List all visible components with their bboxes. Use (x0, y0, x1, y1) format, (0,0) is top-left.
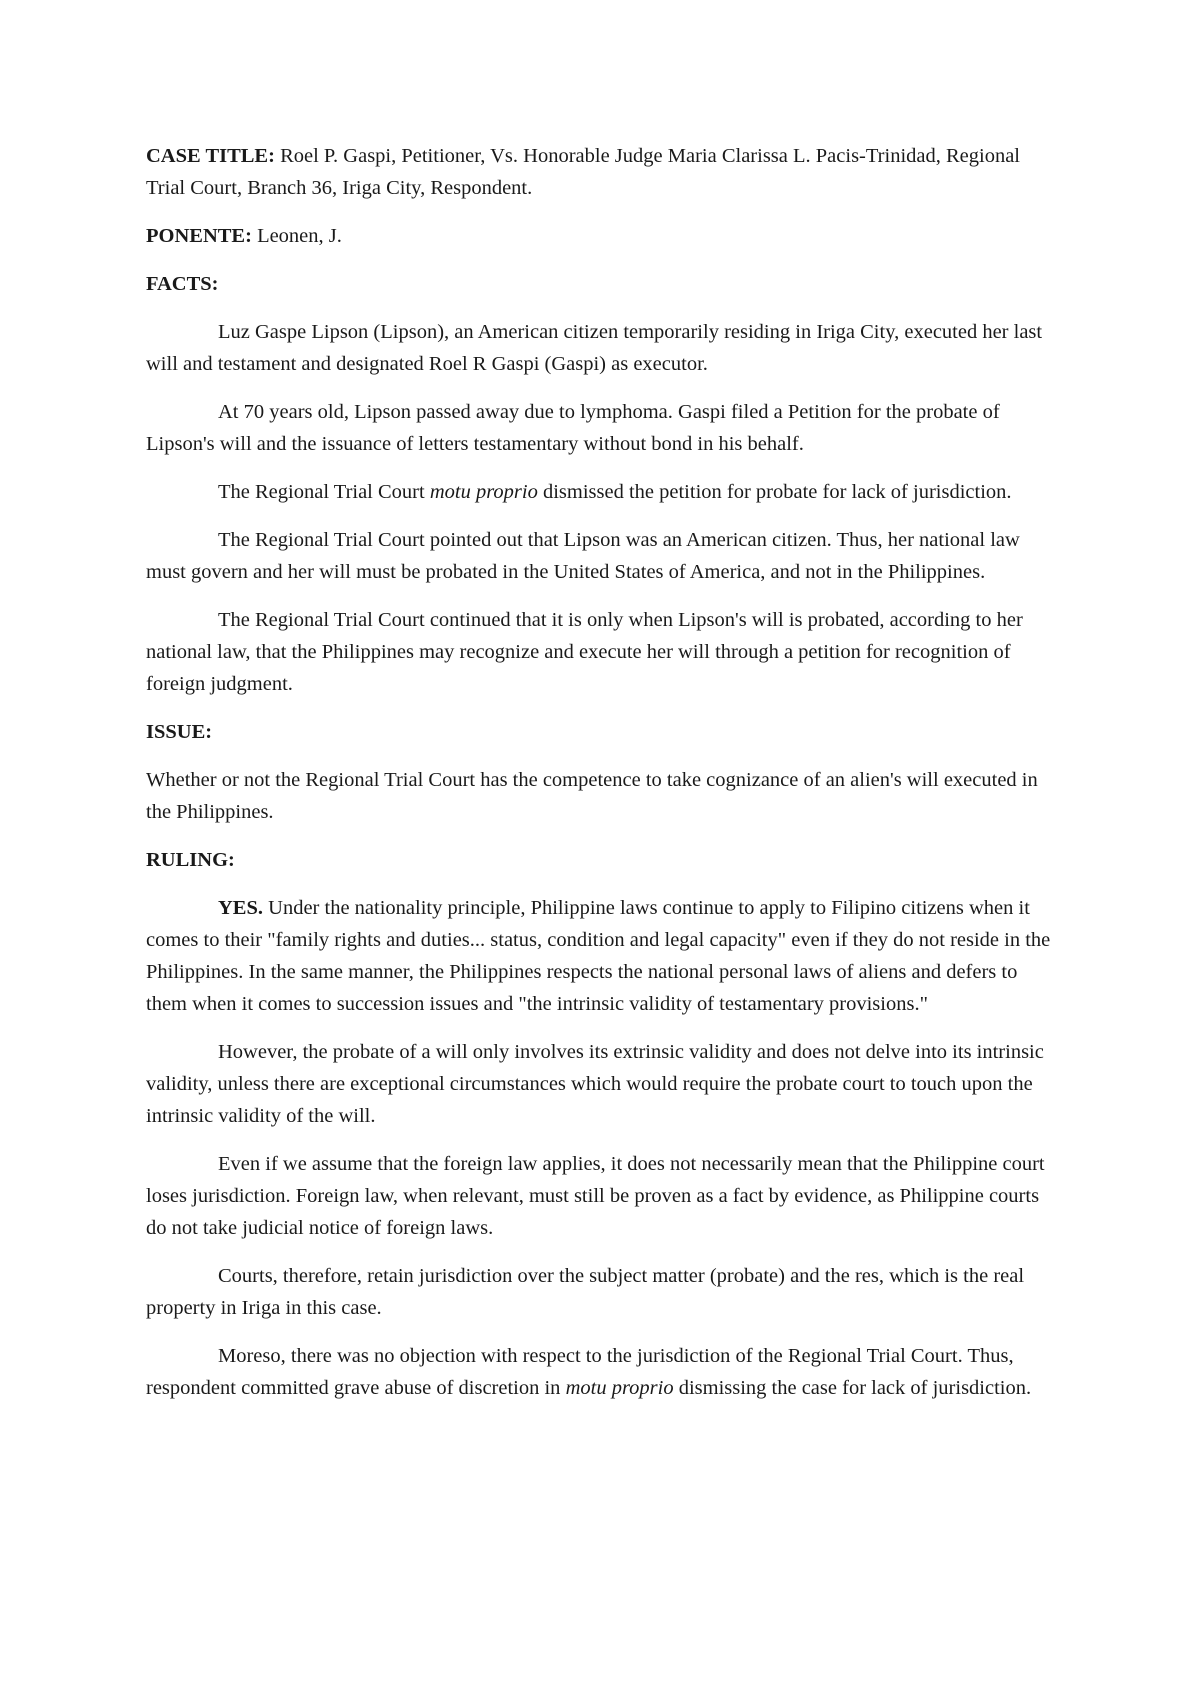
issue-text: Whether or not the Regional Trial Court has the competence to take cognizance of an alien's will executed in the Philippines. (146, 769, 1038, 823)
ruling-paragraph-5 (146, 1340, 1061, 1404)
facts-paragraph-2: At 70 years old, Lipson passed away due to lymphoma. Gaspi filed a Petition for the probate of Lipson's will and the issuance of letters testamentary without bond in his behalf. (146, 401, 1000, 455)
ruling-p1-text: Under the nationality principle, Philippine laws continue to apply to Filipino citizens when it comes to their "family rights and duties... status, condition and legal capacity" even if they do not reside in the Philippines. In the same manner, the Philippines respects the national personal laws of aliens and defers to them when it comes to succession issues and "the intrinsic validity of testamentary provisions." (146, 897, 1051, 1015)
issue-heading: ISSUE: (146, 721, 213, 743)
facts-heading: FACTS: (146, 273, 219, 295)
facts-paragraph-4: The Regional Trial Court pointed out that Lipson was an American citizen. Thus, her national law must govern and her will must be probated in the United States of America, and not in the Philippines. (146, 529, 1020, 583)
ponente-label: PONENTE: (146, 225, 252, 247)
ponente-text: Leonen, J. (251, 225, 342, 247)
ruling-heading: RULING: (146, 849, 235, 871)
facts-p3-text-a: The Regional Trial Court (218, 481, 430, 503)
ponente (146, 220, 1061, 252)
ruling-paragraph-3: Even if we assume that the foreign law applies, it does not necessarily mean that the Philippine court loses jurisdiction. Foreign law, when relevant, must still be proven as a fact by evidence, as Philippine courts do not take judicial notice of foreign laws. (146, 1153, 1045, 1239)
facts-paragraph-1: Luz Gaspe Lipson (Lipson), an American citizen temporarily residing in Iriga City, executed her last will and testament and designated Roel R Gaspi (Gaspi) as executor. (146, 321, 1043, 375)
ruling-paragraph-1 (146, 892, 1061, 1020)
facts-paragraph-3 (146, 476, 1061, 508)
ruling-p5-text-b: dismissing the case for lack of jurisdiction. (673, 1377, 1032, 1399)
document-page (146, 140, 1061, 1420)
ruling-answer: YES. (218, 897, 264, 919)
ruling-p5-text-a: Moreso, there was no objection with respect to the jurisdiction of the Regional Trial Court. Thus, respondent committed grave abuse of discretion in (146, 1345, 1014, 1399)
case-title-label: CASE TITLE: (146, 145, 275, 167)
facts-p3-italic: motu proprio (429, 481, 538, 503)
ruling-paragraph-2: However, the probate of a will only involves its extrinsic validity and does not delve into its intrinsic validity, unless there are exceptional circumstances which would require the probate court to touch upon the intrinsic validity of the will. (146, 1041, 1044, 1127)
facts-paragraph-5: The Regional Trial Court continued that it is only when Lipson's will is probated, according to her national law, that the Philippines may recognize and execute her will through a petition for recognition of foreign judgment. (146, 609, 1023, 695)
ruling-p5-italic: motu proprio (565, 1377, 674, 1399)
case-title (146, 140, 1061, 204)
ruling-paragraph-4: Courts, therefore, retain jurisdiction over the subject matter (probate) and the res, which is the real property in Iriga in this case. (146, 1265, 1025, 1319)
case-title-text: Roel P. Gaspi, Petitioner, Vs. Honorable Judge Maria Clarissa L. Pacis-Trinidad, Regional Trial Court, Branch 36, Iriga City, Respondent. (146, 145, 1021, 199)
facts-p3-text-b: dismissed the petition for probate for lack of jurisdiction. (537, 481, 1012, 503)
